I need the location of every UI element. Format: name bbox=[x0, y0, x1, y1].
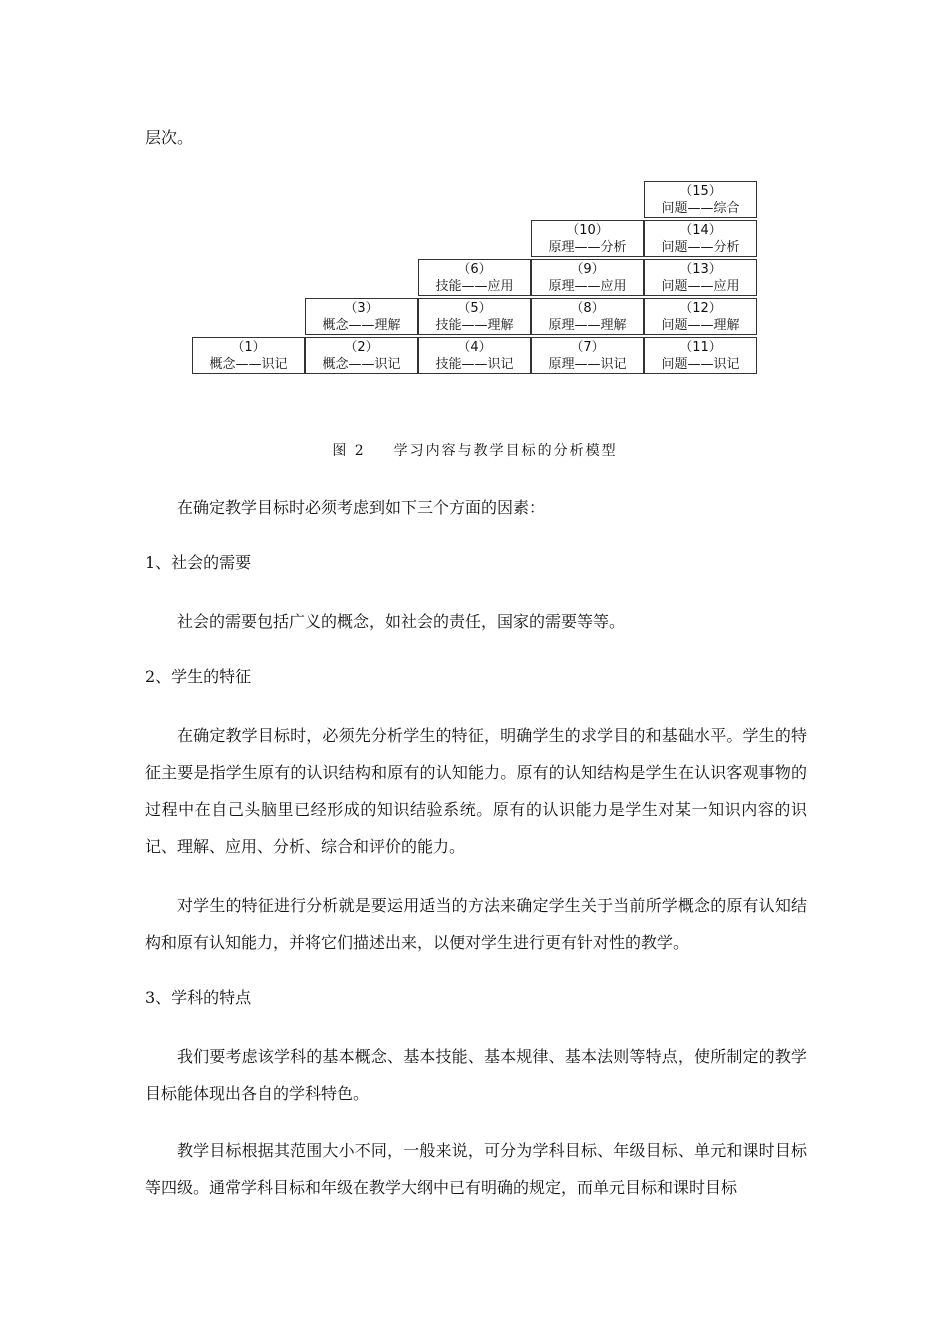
cell-8 bbox=[531, 298, 644, 335]
cell-label: 概念——识记 bbox=[209, 357, 288, 372]
cell-label: 问题——识记 bbox=[661, 357, 740, 372]
cell-label: 问题——综合 bbox=[661, 201, 740, 216]
cell-label: 问题——应用 bbox=[661, 279, 740, 294]
heading-subject-features: 3、学科的特点 bbox=[145, 988, 252, 1007]
heading-student-features: 2、学生的特征 bbox=[145, 667, 252, 686]
heading-social-needs: 1、社会的需要 bbox=[145, 553, 252, 572]
cell-9 bbox=[531, 259, 644, 296]
cell-number: （13） bbox=[679, 262, 722, 277]
figure-title: 学习内容与教学目标的分析模型 bbox=[393, 443, 618, 459]
cell-number: （9） bbox=[570, 262, 605, 277]
cell-10 bbox=[531, 220, 644, 257]
top-text-line: 层次。 bbox=[145, 128, 194, 147]
cell-number: （6） bbox=[457, 262, 492, 277]
cell-2 bbox=[305, 337, 418, 374]
cell-5 bbox=[418, 298, 531, 335]
cell-number: （11） bbox=[679, 340, 722, 355]
cell-12 bbox=[644, 298, 757, 335]
cell-11 bbox=[644, 337, 757, 374]
cell-number: （1） bbox=[231, 340, 266, 355]
cell-3 bbox=[305, 298, 418, 335]
cell-number: （5） bbox=[457, 301, 492, 316]
social-needs-paragraph: 社会的需要包括广义的概念，如社会的责任，国家的需要等等。 bbox=[177, 612, 626, 631]
objective-levels-paragraph: 教学目标根据其范围大小不同，一般来说，可分为学科目标、年级目标、单元和课时目标等四级。通常学科目标和年级在教学大纲中已有明确的规定，而单元目标和课时目标 bbox=[145, 1141, 807, 1197]
figure-number: 图 2 bbox=[332, 443, 366, 459]
cell-label: 技能——理解 bbox=[435, 318, 514, 333]
student-analysis-paragraph: 对学生的特征进行分析就是要运用适当的方法来确定学生关于当前所学概念的原有认知结构和原有认知能力，并将它们描述出来，以便对学生进行更有针对性的教学。 bbox=[145, 896, 807, 952]
cell-7 bbox=[531, 337, 644, 374]
cell-label: 概念——理解 bbox=[322, 318, 401, 333]
cell-1 bbox=[192, 337, 305, 374]
cell-number: （4） bbox=[457, 340, 492, 355]
learning-content-staircase-diagram bbox=[0, 0, 950, 400]
cell-label: 问题——分析 bbox=[661, 240, 740, 255]
cell-label: 问题——理解 bbox=[661, 318, 740, 333]
cell-label: 技能——识记 bbox=[435, 357, 514, 372]
cell-label: 原理——理解 bbox=[548, 318, 627, 333]
cell-14 bbox=[644, 220, 757, 257]
cell-label: 概念——识记 bbox=[322, 357, 401, 372]
cell-label: 原理——分析 bbox=[548, 240, 627, 255]
cell-6 bbox=[418, 259, 531, 296]
cell-number: （14） bbox=[679, 223, 722, 238]
cell-label: 原理——识记 bbox=[548, 357, 627, 372]
intro-paragraph: 在确定教学目标时必须考虑到如下三个方面的因素： bbox=[177, 498, 546, 517]
cell-15 bbox=[644, 181, 757, 218]
cell-number: （15） bbox=[679, 184, 722, 199]
cell-13 bbox=[644, 259, 757, 296]
cell-number: （2） bbox=[344, 340, 379, 355]
cell-number: （12） bbox=[679, 301, 722, 316]
cell-number: （7） bbox=[570, 340, 605, 355]
figure-caption bbox=[0, 442, 950, 460]
subject-features-paragraph: 我们要考虑该学科的基本概念、基本技能、基本规律、基本法则等特点，使所制定的教学目标能体现出各自的学科特色。 bbox=[145, 1047, 807, 1103]
cell-4 bbox=[418, 337, 531, 374]
cell-number: （3） bbox=[344, 301, 379, 316]
cell-label: 技能——应用 bbox=[435, 279, 514, 294]
cell-label: 原理——应用 bbox=[548, 279, 627, 294]
cell-number: （8） bbox=[570, 301, 605, 316]
student-features-paragraph: 在确定教学目标时，必须先分析学生的特征，明确学生的求学目的和基础水平。学生的特征主要是指学生原有的认识结构和原有的认知能力。原有的认知结构是学生在认识客观事物的过程中在自己头脑里已经形成的知识结验系统。原有的认识能力是学生对某一知识内容的识记、理解、应用、分析、综合和评价的能力。 bbox=[145, 726, 807, 856]
cell-number: （10） bbox=[566, 223, 609, 238]
